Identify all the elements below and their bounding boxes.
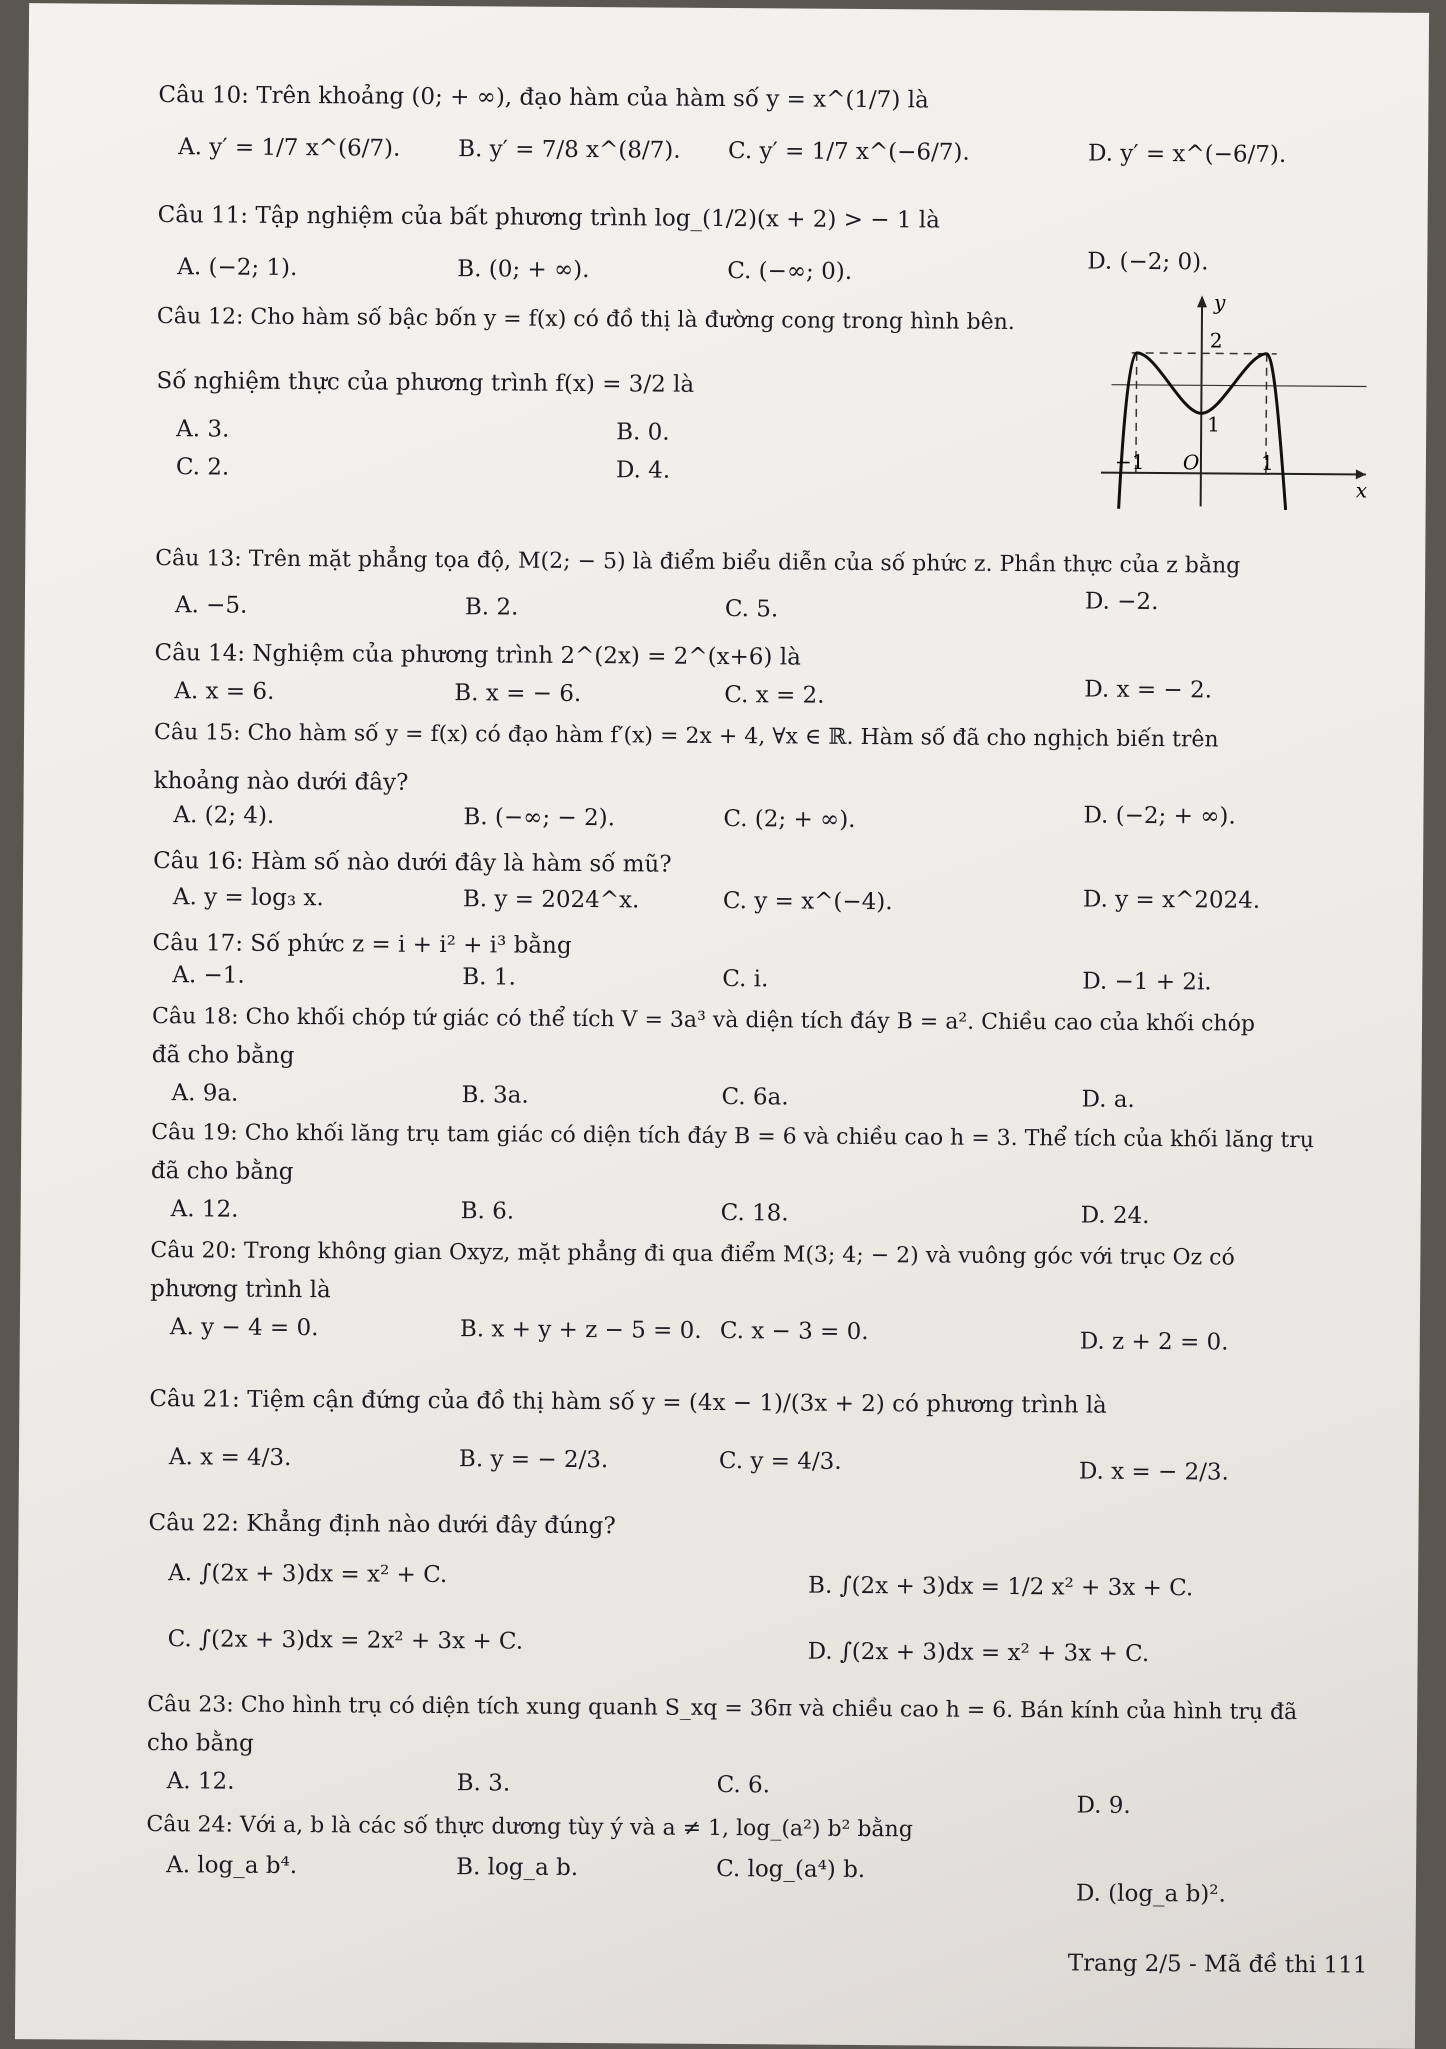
question-18: Câu 18: Cho khối chóp tứ giác có thể tích V = 3a³ và diện tích đáy B = a². Chiều cao của khối chóp	[151, 1004, 1256, 1037]
question-12-line2: Số nghiệm thực của phương trình f(x) = 3/2 là	[156, 368, 695, 398]
q15-option-b: B. (−∞; − 2).	[463, 804, 616, 832]
q24-option-c: C. log_(a⁴) b.	[716, 1855, 866, 1884]
q20-option-b: B. x + y + z − 5 = 0.	[459, 1316, 702, 1344]
q20-option-a: A. y − 4 = 0.	[169, 1314, 319, 1342]
q15-option-a: A. (2; 4).	[173, 802, 275, 829]
question-19-line2: đã cho bằng	[150, 1158, 294, 1186]
question-20: Câu 20: Trong không gian Oxyz, mặt phẳng đi qua điểm M(3; 4; − 2) và vuông góc với trục Oz có	[150, 1238, 1235, 1271]
q14-option-c: C. x = 2.	[724, 682, 825, 709]
q19-option-d: D. 24.	[1080, 1202, 1150, 1229]
q13-option-b: B. 2.	[464, 594, 519, 621]
question-17: Câu 17: Số phức z = i + i² + i³ bằng	[152, 930, 572, 959]
q11-option-a: A. (−2; 1).	[177, 254, 298, 282]
q24-option-a: A. log_a b⁴.	[166, 1852, 298, 1880]
quartic-graph	[1101, 291, 1373, 513]
question-15-line2: khoảng nào dưới đây?	[153, 768, 409, 796]
question-16: Câu 16: Hàm số nào dưới đây là hàm số mũ?	[153, 848, 672, 878]
q17-option-a: A. −1.	[172, 962, 245, 989]
q18-option-b: B. 3a.	[461, 1082, 529, 1109]
q16-option-a: A. y = log₃ x.	[172, 884, 324, 912]
q22-option-d: D. ∫(2x + 3)dx = x² + 3x + C.	[807, 1638, 1150, 1667]
q18-option-c: C. 6a.	[721, 1083, 789, 1111]
q12-option-b: B. 0.	[616, 419, 670, 446]
q10-option-d: D. y′ = x^(−6/7).	[1088, 140, 1287, 168]
q21-option-a: A. x = 4/3.	[168, 1444, 292, 1472]
q18-option-a: A. 9a.	[171, 1080, 239, 1107]
guide-y2	[1132, 353, 1277, 354]
q13-option-a: A. −5.	[174, 592, 248, 619]
q23-option-d: D. 9.	[1076, 1792, 1131, 1819]
q14-option-d: D. x = − 2.	[1084, 676, 1213, 704]
q16-option-d: D. y = x^2024.	[1082, 886, 1261, 914]
question-20-line2: phương trình là	[150, 1276, 331, 1304]
q18-option-d: D. a.	[1081, 1086, 1135, 1113]
question-24: Câu 24: Với a, b là các số thực dương tùy ý và a ≠ 1, log_(a²) b² bằng	[146, 1812, 913, 1843]
q23-option-b: B. 3.	[456, 1770, 511, 1797]
svg-text:−1: −1	[1114, 449, 1145, 474]
question-15: Câu 15: Cho hàm số y = f(x) có đạo hàm f′(x) = 2x + 4, ∀x ∈ ℝ. Hàm số đã cho nghịch biến trên	[153, 720, 1219, 753]
q13-option-d: D. −2.	[1084, 588, 1159, 616]
q23-option-c: C. 6.	[716, 1771, 771, 1799]
q12-option-d: D. 4.	[615, 457, 671, 484]
q11-option-c: C. (−∞; 0).	[727, 258, 853, 285]
q16-option-b: B. y = 2024^x.	[462, 886, 640, 914]
question-10: Câu 10: Trên khoảng (0; + ∞), đạo hàm của hàm số y = x^(1/7) là	[158, 82, 929, 114]
q21-option-c: C. y = 4/3.	[718, 1447, 842, 1475]
question-14: Câu 14: Nghiệm của phương trình 2^(2x) = 2^(x+6) là	[154, 640, 801, 671]
q20-option-d: D. z + 2 = 0.	[1079, 1328, 1229, 1356]
svg-text:2: 2	[1209, 328, 1223, 353]
q24-option-d: D. (log_a b)².	[1075, 1880, 1226, 1908]
question-18-line2: đã cho bằng	[151, 1042, 295, 1070]
line-y-three-halves	[1111, 385, 1366, 387]
q10-option-c: C. y′ = 1/7 x^(−6/7).	[728, 138, 970, 166]
question-23-line2: cho bằng	[146, 1730, 254, 1757]
question-19: Câu 19: Cho khối lăng trụ tam giác có diện tích đáy B = 6 và chiều cao h = 3. Thể tích của khối lăng trụ	[151, 1120, 1315, 1154]
svg-text:x: x	[1355, 478, 1368, 503]
q24-option-b: B. log_a b.	[456, 1854, 579, 1882]
q13-option-c: C. 5.	[724, 596, 779, 623]
page-footer: Trang 2/5 - Mã đề thi 111	[1067, 1950, 1368, 1979]
q21-option-b: B. y = − 2/3.	[458, 1446, 609, 1474]
q12-option-a: A. 3.	[176, 416, 230, 443]
question-13: Câu 13: Trên mặt phẳng tọa độ, M(2; − 5) là điểm biểu diễn của số phức z. Phần thực của z bằng	[155, 546, 1241, 579]
q20-option-c: C. x − 3 = 0.	[719, 1317, 869, 1346]
q17-option-b: B. 1.	[462, 964, 516, 991]
question-21: Câu 21: Tiệm cận đứng của đồ thị hàm số y = (4x − 1)/(3x + 2) có phương trình là	[149, 1386, 1107, 1419]
svg-text:1: 1	[1207, 412, 1221, 437]
q15-option-c: C. (2; + ∞).	[723, 806, 856, 833]
q19-option-c: C. 18.	[720, 1199, 789, 1227]
exam-page	[15, 3, 1429, 2049]
q10-option-b: B. y′ = 7/8 x^(8/7).	[458, 136, 681, 164]
q17-option-d: D. −1 + 2i.	[1082, 968, 1212, 996]
q16-option-c: C. y = x^(−4).	[722, 888, 893, 916]
q17-option-c: C. i.	[722, 966, 769, 993]
q12-option-c: C. 2.	[175, 454, 230, 481]
question-12: Câu 12: Cho hàm số bậc bốn y = f(x) có đồ thị là đường cong trong hình bên.	[156, 304, 1015, 336]
question-22: Câu 22: Khẳng định nào dưới đây đúng?	[148, 1510, 616, 1540]
q23-option-a: A. 12.	[166, 1768, 235, 1795]
q22-option-c: C. ∫(2x + 3)dx = 2x² + 3x + C.	[167, 1626, 524, 1655]
q22-option-b: B. ∫(2x + 3)dx = 1/2 x² + 3x + C.	[808, 1572, 1194, 1602]
svg-text:1: 1	[1260, 450, 1274, 475]
q10-option-a: A. y′ = 1/7 x^(6/7).	[178, 134, 401, 162]
curve	[1119, 353, 1287, 510]
q11-option-b: B. (0; + ∞).	[457, 256, 590, 284]
q14-option-a: A. x = 6.	[174, 678, 275, 705]
q19-option-b: B. 6.	[460, 1198, 515, 1225]
q21-option-d: D. x = − 2/3.	[1078, 1458, 1230, 1486]
q11-option-d: D. (−2; 0).	[1087, 248, 1209, 276]
q15-option-d: D. (−2; + ∞).	[1083, 802, 1236, 830]
q22-option-a: A. ∫(2x + 3)dx = x² + C.	[168, 1560, 448, 1589]
question-11: Câu 11: Tập nghiệm của bất phương trình log_(1/2)(x + 2) > − 1 là	[157, 202, 941, 234]
q19-option-a: A. 12.	[170, 1196, 239, 1223]
q14-option-b: B. x = − 6.	[454, 680, 582, 708]
question-23: Câu 23: Cho hình trụ có diện tích xung quanh S_xq = 36π và chiều cao h = 6. Bán kính của hình trụ đã	[147, 1692, 1298, 1726]
svg-text:y: y	[1213, 290, 1226, 315]
y-axis	[1201, 301, 1202, 506]
svg-text:O: O	[1182, 450, 1200, 475]
